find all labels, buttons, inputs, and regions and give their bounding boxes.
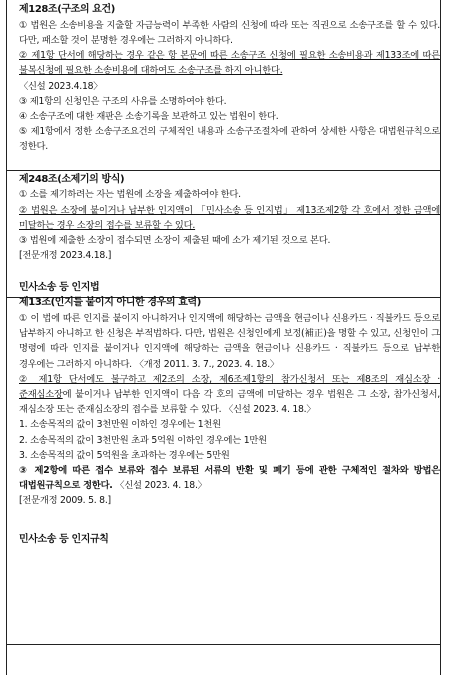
- paragraph: ① 소를 제기하려는 자는 법원에 소장을 제출하여야 한다.: [19, 189, 241, 201]
- paragraph-amended: ② 법원은 소장에 붙이거나 납부한 인지액이 「민사소송 등 인지법」 제13조제2항 각 호에서 정한 금액에 미달하는 경우 소장의 접수를 보류할 수 있다.: [19, 204, 440, 231]
- list-item: 2. 소송목적의 값이 3천만원 초과 5억원 이하인 경우에는 1만원: [19, 434, 267, 446]
- list-item: 3. 소송목적의 값이 5억원을 초과하는 경우에는 5만원: [19, 449, 230, 461]
- article-title: 제13조(인지를 붙이지 아니한 경우의 효력): [19, 297, 201, 309]
- article-title: 제248조(소제기의 방식): [19, 173, 125, 185]
- amendment-note: 〈신설 2023. 4. 18.〉: [112, 480, 207, 492]
- paragraph: [19, 372, 440, 418]
- list-item: 1. 소송목적의 값이 3천만원 이하인 경우에는 1천원: [19, 419, 221, 431]
- paragraph: ① 법원은 소송비용을 지출할 자금능력이 부족한 사람의 신청에 따라 또는 직권으로 소송구조를 할 수 있다. 다만, 패소할 것이 분명한 경우에는 그러하지 아니하다.: [19, 19, 440, 46]
- underlined-text: ② 제1항 단서에도 불구하고 제2조의 소장, 제6조제1항의 참가신청서 또는 제8조의 재심소장 · 준재심소장: [19, 373, 440, 401]
- paragraph-text: 에 붙이거나 납부한 인지액이 다음 각 호의 금액에 미달하는 경우 법원은 그 소장, 참가신청서, 재심소장 또는 준재심소장의 접수를 보류할 수 있다. 〈신설 2023. 4. 18.〉: [19, 389, 440, 416]
- paragraph: ④ 소송구조에 대한 재판은 소송기록을 보관하고 있는 법원이 한다.: [19, 111, 279, 123]
- document-frame: [6, 0, 441, 675]
- revision-note: [전문개정 2009. 5. 8.]: [19, 495, 111, 507]
- paragraph: ③ 법원에 제출한 소장이 접수되면 소장이 제출된 때에 소가 제기된 것으로 본다.: [19, 235, 331, 247]
- paragraph: ① 이 법에 따른 인지를 붙이지 아니하거나 인지액에 해당하는 금액을 현금이나 신용카드 · 직불카드 등으로 납부하지 아니하고 한 신청은 부적법하다. 다만, 법원은 신청인에게 보정(補正)을 명할 수 있고, 신청인이 그 명령에 따라 인지를 붙이거나 인지액에 해당하는 금액을 현금이나 신용카드 · 직불카드 등으로 납부한 경우에는 그러하지 아니하다. 〈개정 2011. 3. 7., 2023. 4. 18.〉: [19, 313, 440, 370]
- document-content: [19, 3, 440, 547]
- section-divider: [7, 644, 440, 645]
- stamp-act-article-13: [19, 281, 440, 508]
- paragraph: ⑤ 제1항에서 정한 소송구조요건의 구체적인 내용과 소송구조절차에 관하여 상세한 사항은 대법원규칙으로 정한다.: [19, 126, 440, 153]
- amendment-note: 〈신설 2023.4.18〉: [19, 80, 103, 92]
- revision-note: [전문개정 2023.4.18.]: [19, 250, 112, 262]
- law-title: 민사소송 등 인지법: [19, 282, 100, 294]
- article-248: [19, 173, 440, 264]
- paragraph: ③ 제1항의 신청인은 구조의 사유를 소명하여야 한다.: [19, 95, 227, 107]
- paragraph-amended: ② 제1항 단서에 해당하는 경우 같은 항 본문에 따른 소송구조 신청에 필요한 소송비용과 제133조에 따른 불복신청에 필요한 소송비용에 대하여도 소송구조를 하지 아니한다.: [19, 50, 440, 77]
- article-128: [19, 3, 440, 155]
- article-title: 제128조(구조의 요건): [19, 4, 115, 15]
- law-title: 민사소송 등 인지규칙: [19, 533, 109, 545]
- paragraph: [19, 463, 440, 493]
- bold-text: ③ 제2항에 따른 접수 보류와 접수 보류된 서류의 반환 및 폐기 등에 관한 구체적인 절차와 방법은 대법원규칙으로 정한다.: [19, 465, 440, 492]
- stamp-rules: [19, 533, 440, 548]
